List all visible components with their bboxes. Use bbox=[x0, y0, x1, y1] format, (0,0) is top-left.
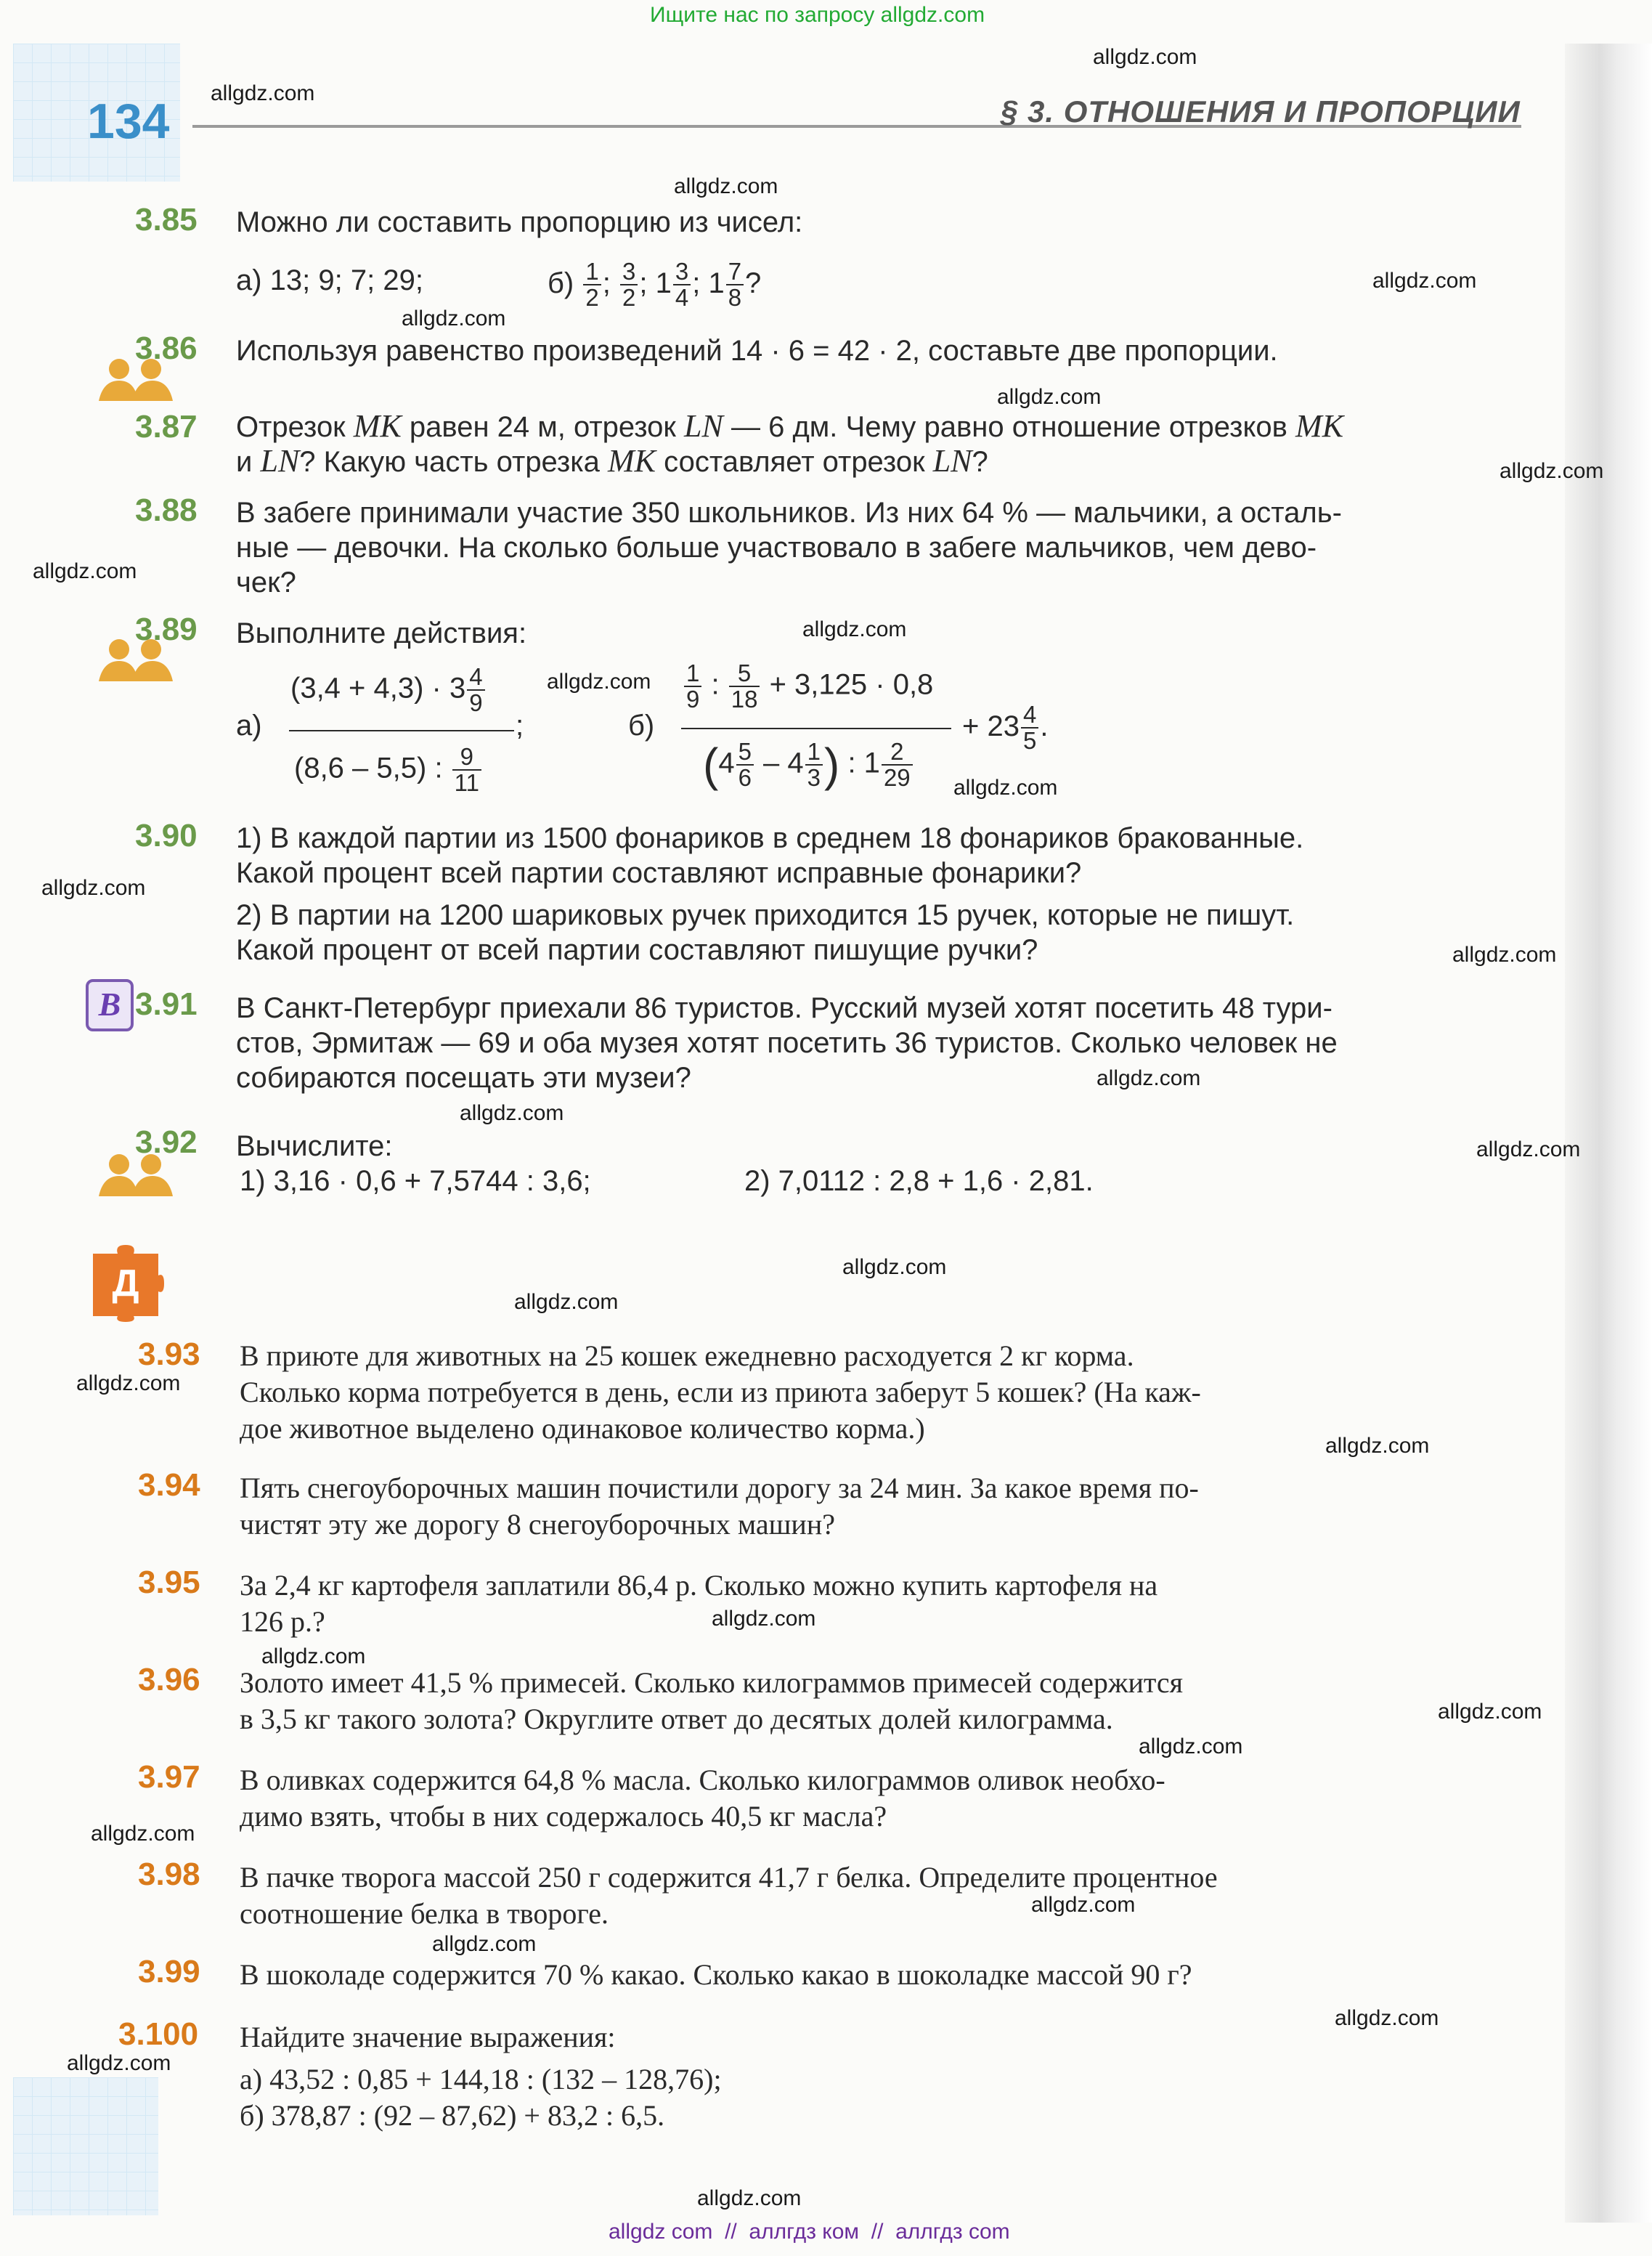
task-number: 3.91 bbox=[135, 986, 198, 1022]
task-text-line: в 3,5 кг такого золота? Округлите ответ до десятых долей килограмма. bbox=[240, 1703, 1113, 1735]
task-text-line: чистят эту же дорогу 8 снегоуборочных машин? bbox=[240, 1508, 835, 1541]
task-text-line: стов, Эрмитаж — 69 и оба музея хотят посетить 36 туристов. Сколько человек не bbox=[236, 1027, 1338, 1059]
task-text-line: В приюте для животных на 25 кошек ежедневно расходуется 2 кг корма. bbox=[240, 1339, 1134, 1372]
task-number: 3.100 bbox=[118, 2016, 199, 2052]
task-option-b: б) 378,87 : (92 – 87,62) + 83,2 : 6,5. bbox=[240, 2099, 665, 2132]
expr-numerator: $\frac{1}{9}$ : $\frac{5}{18}$ + 3,125 · 0,8 bbox=[683, 661, 933, 712]
task-number: 3.99 bbox=[138, 1954, 200, 1989]
task-number: 3.97 bbox=[138, 1759, 200, 1795]
task-number: 3.95 bbox=[138, 1565, 200, 1600]
task-number: 3.87 bbox=[135, 409, 198, 445]
watermark: allgdz.com bbox=[1139, 1734, 1243, 1758]
homework-letter: Д bbox=[112, 1262, 139, 1304]
task-option-1: 1) 3,16 · 0,6 + 7,5744 : 3,6; bbox=[240, 1165, 591, 1197]
task-number: 3.90 bbox=[135, 818, 198, 853]
task-text-line: В шоколаде содержится 70 % какао. Сколько какао в шоколадке массой 90 г? bbox=[240, 1958, 1192, 1991]
watermark: allgdz.com bbox=[76, 1371, 181, 1395]
expr-tail: + 23 $\frac{4}{5}$ . bbox=[962, 701, 1049, 755]
watermark: allgdz.com bbox=[1093, 45, 1197, 69]
top-search-note: Ищите нас по запросу allgdz.com bbox=[650, 3, 985, 27]
expr-denominator: (4 $\frac{5}{6}$ – 4 $\frac{1}{3}$ ) : 1 $\frac{2}{29}$ bbox=[703, 739, 914, 790]
option-label: б) bbox=[548, 267, 574, 299]
fraction-bar bbox=[289, 730, 514, 731]
watermark: allgdz.com bbox=[953, 776, 1058, 800]
expr-denominator: (8,6 – 5,5) : $\frac{9}{11}$ bbox=[294, 744, 483, 795]
task-number: 3.94 bbox=[138, 1467, 200, 1503]
task-text-line: Золото имеет 41,5 % примесей. Сколько килограммов примесей содержится bbox=[240, 1666, 1183, 1699]
fraction: $\frac{1}{2}$ bbox=[583, 259, 601, 310]
watermark: allgdz.com bbox=[91, 1822, 195, 1846]
task-text-line: 2) В партии на 1200 шариковых ручек приходится 15 ручек, которые не пишут. bbox=[236, 899, 1295, 931]
task-number: 3.88 bbox=[135, 492, 198, 528]
watermark: allgdz.com bbox=[674, 174, 778, 198]
watermark: allgdz.com bbox=[67, 2051, 171, 2075]
task-option-a: а) 13; 9; 7; 29; bbox=[236, 264, 423, 296]
watermark: allgdz.com bbox=[1335, 2006, 1439, 2030]
task-text-line: Отрезок MK равен 24 м, отрезок LN — 6 дм. Чему равно отношение отрезков MK bbox=[236, 408, 1344, 444]
option-label: а) bbox=[236, 710, 262, 742]
watermark: allgdz.com bbox=[1096, 1066, 1201, 1090]
fraction: $\frac{3}{4}$ bbox=[673, 259, 691, 310]
task-option-a: а) 43,52 : 0,85 + 144,18 : (132 – 128,76); bbox=[240, 2063, 722, 2095]
decor-tiles-bottom bbox=[13, 2077, 158, 2215]
watermark: allgdz.com bbox=[1476, 1137, 1581, 1161]
watermark: allgdz.com bbox=[712, 1607, 816, 1631]
watermark: allgdz.com bbox=[432, 1932, 537, 1956]
task-text-line: Какой процент от всей партии составляют пишущие ручки? bbox=[236, 934, 1038, 966]
watermark: allgdz.com bbox=[1031, 1893, 1136, 1917]
punct: ; bbox=[516, 710, 524, 742]
watermark: allgdz.com bbox=[697, 2186, 802, 2210]
watermark: allgdz.com bbox=[41, 876, 146, 900]
task-text-line: дое животное выделено одинаковое количество корма.) bbox=[240, 1412, 925, 1445]
option-label: б) bbox=[628, 710, 655, 742]
bottom-note: allgdz com // аллгдз ком // аллгдз com bbox=[609, 2220, 1010, 2244]
watermark: allgdz.com bbox=[514, 1290, 619, 1314]
page-fold-shadow bbox=[1565, 44, 1652, 2223]
task-text: Используя равенство произведений 14 · 6 = 42 · 2, составьте две пропорции. bbox=[236, 335, 1278, 367]
task-number: 3.98 bbox=[138, 1857, 200, 1892]
task-text-line: В забеге принимали участие 350 школьников. Из них 64 % — мальчики, а осталь- bbox=[236, 497, 1342, 529]
task-number: 3.85 bbox=[135, 202, 198, 238]
task-text-line: и LN? Какую часть отрезка MK составляет отрезок LN? bbox=[236, 443, 988, 479]
section-title: § 3. ОТНОШЕНИЯ И ПРОПОРЦИИ bbox=[1001, 94, 1521, 129]
task-number: 3.89 bbox=[135, 612, 198, 647]
expr-numerator: (3,4 + 4,3) · 3 $\frac{4}{9}$ bbox=[290, 665, 487, 715]
watermark: allgdz.com bbox=[547, 670, 651, 694]
task-text: Можно ли составить пропорцию из чисел: bbox=[236, 206, 803, 238]
task-text-line: За 2,4 кг картофеля заплатили 86,4 р. Сколько можно купить картофеля на bbox=[240, 1569, 1158, 1602]
task-text-line: чек? bbox=[236, 567, 296, 599]
task-text-line: Какой процент всей партии составляют исправные фонарики? bbox=[236, 857, 1082, 889]
watermark: allgdz.com bbox=[802, 617, 907, 641]
task-text-line: соотношение белка в твороге. bbox=[240, 1897, 609, 1930]
task-number: 3.93 bbox=[138, 1336, 200, 1372]
task-number: 3.92 bbox=[135, 1124, 198, 1160]
watermark: allgdz.com bbox=[1372, 269, 1477, 293]
task-number: 3.86 bbox=[135, 330, 198, 366]
watermark: allgdz.com bbox=[402, 307, 506, 330]
watermark: allgdz.com bbox=[211, 81, 315, 105]
task-text-line: В оливках содержится 64,8 % масла. Сколько килограммов оливок необхо- bbox=[240, 1764, 1165, 1796]
task-text-line: В пачке творога массой 250 г содержится 41,7 г белка. Определите процентное bbox=[240, 1861, 1218, 1894]
watermark: allgdz.com bbox=[1438, 1700, 1542, 1724]
task-text-line: ные — девочки. На сколько больше участвовало в забеге мальчиков, чем дево- bbox=[236, 532, 1317, 564]
watermark: allgdz.com bbox=[1325, 1434, 1430, 1458]
task-text-line: собираются посещать эти музеи? bbox=[236, 1062, 691, 1094]
fraction: $\frac{3}{2}$ bbox=[620, 259, 638, 310]
watermark: allgdz.com bbox=[842, 1255, 947, 1279]
task-text-line: 1) В каждой партии из 1500 фонариков в среднем 18 фонариков бракованные. bbox=[236, 822, 1304, 854]
homework-d-icon bbox=[86, 1243, 166, 1323]
task-text: Вычислите: bbox=[236, 1130, 393, 1162]
watermark: allgdz.com bbox=[1500, 459, 1604, 483]
task-text-line: Сколько корма потребуется в день, если из приюта заберут 5 кошек? (На каж- bbox=[240, 1376, 1201, 1408]
task-text-line: Пять снегоуборочных машин почистили дорогу за 24 мин. За какое время по- bbox=[240, 1472, 1199, 1504]
difficulty-b-icon: В bbox=[86, 979, 134, 1031]
watermark: allgdz.com bbox=[33, 559, 137, 583]
page-number: 134 bbox=[87, 94, 170, 149]
watermark: allgdz.com bbox=[261, 1644, 366, 1668]
watermark: allgdz.com bbox=[1452, 943, 1557, 967]
task-option-2: 2) 7,0112 : 2,8 + 1,6 · 2,81. bbox=[744, 1165, 1094, 1197]
task-text-line: 126 р.? bbox=[240, 1605, 325, 1638]
task-text: Найдите значение выражения: bbox=[240, 2021, 616, 2053]
watermark: allgdz.com bbox=[997, 385, 1102, 409]
task-option-b: б) $\frac{1}{2}$ ; $\frac{3}{2}$ ; 1 $\frac{3}{4}$ ; 1 $\frac{7}{8}$ ? bbox=[548, 258, 762, 312]
fraction-bar bbox=[681, 728, 951, 729]
task-text-line: димо взять, чтобы в них содержалось 40,5 кг масла? bbox=[240, 1800, 887, 1833]
task-text: Выполните действия: bbox=[236, 617, 527, 649]
task-text-line: В Санкт-Петербург приехали 86 туристов. Русский музей хотят посетить 48 тури- bbox=[236, 992, 1332, 1024]
task-number: 3.96 bbox=[138, 1662, 200, 1697]
fraction: $\frac{7}{8}$ bbox=[726, 259, 744, 310]
watermark: allgdz.com bbox=[460, 1101, 564, 1125]
